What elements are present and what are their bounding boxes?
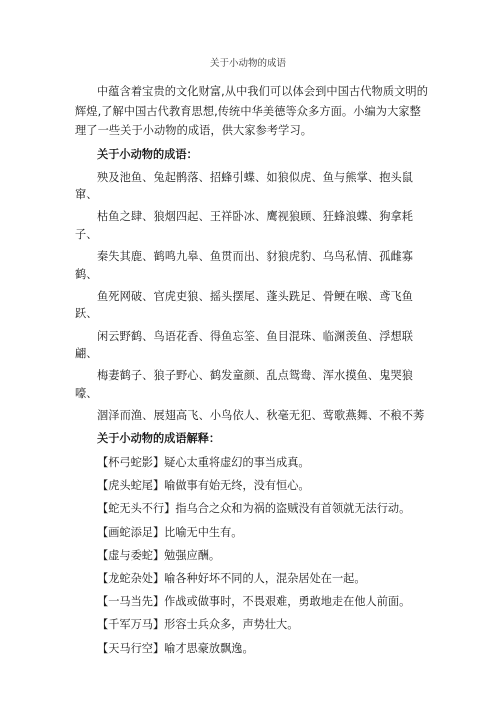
idiom-line: 鱼死网破、官虎吏狼、摇头摆尾、蓬头跣足、骨鲠在喉、鸢飞鱼跃、 bbox=[75, 289, 414, 321]
document-body bbox=[75, 82, 430, 662]
definition-item: 【画蛇添足】比喻无中生有。 bbox=[97, 525, 243, 539]
definition-item: 【千军万马】形容士兵众多，声势壮大。 bbox=[97, 618, 299, 632]
idiom-line: 枯鱼之肆、狼烟四起、王祥卧冰、鹰视狼顾、狂蜂浪蝶、狗拿耗子、 bbox=[75, 210, 414, 242]
definition-item: 【虚与委蛇】勉强应酬。 bbox=[97, 548, 221, 562]
definition-item: 【杯弓蛇影】疑心太重将虚幻的事当成真。 bbox=[97, 456, 310, 469]
definition-item: 【天马行空】喻才思豪放飘逸。 bbox=[97, 641, 254, 655]
idiom-list bbox=[75, 169, 430, 425]
idiom-line: 闲云野鹤、鸟语花香、得鱼忘筌、鱼目混珠、临渊羡鱼、浮想联翩、 bbox=[75, 329, 414, 361]
idiom-line: 涸泽而渔、展翅高飞、小鸟依人、秋毫无犯、莺歌燕舞、不稂不莠 bbox=[97, 408, 425, 422]
definition-item: 【龙蛇杂处】喻各种好坏不同的人，混杂居处在一起。 bbox=[97, 571, 366, 585]
idiom-line: 梅妻鹤子、狼子野心、鹤发童颜、乱点鸳鸯、浑水摸鱼、鬼哭狼嚎、 bbox=[75, 369, 414, 400]
document-title: 关于小动物的成语 bbox=[209, 58, 286, 69]
definitions-heading: 关于小动物的成语解释： bbox=[97, 432, 221, 445]
definition-list bbox=[75, 453, 430, 659]
idioms-heading: 关于小动物的成语： bbox=[97, 147, 198, 161]
intro-paragraph: 中蕴含着宝贵的文化财富,从中我们可以体会到中国古代物质文明的辉煌,了解中国古代教育思想,传统中华美德等众多方面。小编为大家整理了一些关于小动物的成语，供大家参考学习。 bbox=[75, 85, 428, 138]
definition-item: 【蛇无头不行】指乌合之众和为祸的盗贼没有首领就无法行动。 bbox=[97, 502, 411, 516]
definition-item: 【虎头蛇尾】喻做事有始无终，没有恒心。 bbox=[97, 479, 310, 493]
definition-item: 【一马当先】作战或做事时，不畏艰难，勇敢地走在他人前面。 bbox=[97, 595, 411, 609]
idiom-line: 殃及池鱼、兔起鹘落、招蜂引蝶、如狼似虎、鱼与熊掌、抱头鼠窜、 bbox=[75, 170, 414, 202]
idiom-line: 秦失其鹿、鹤鸣九皋、鱼贯而出、豺狼虎豹、乌鸟私情、孤雌寡鹤、 bbox=[75, 250, 414, 281]
